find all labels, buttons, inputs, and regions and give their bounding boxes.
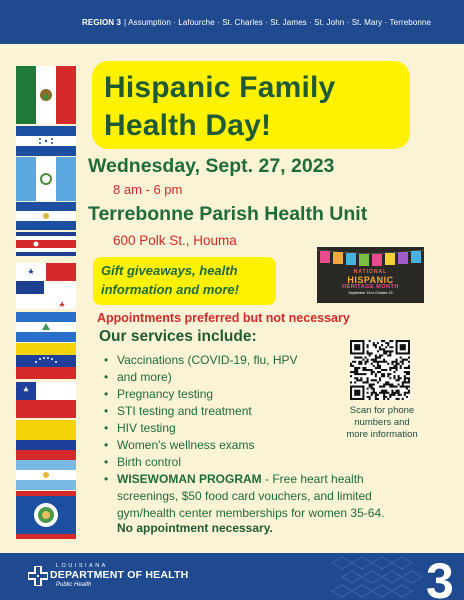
qr-caption-line3: more information (346, 429, 418, 440)
event-address: 600 Polk St., Houma (113, 233, 237, 248)
list-item: • Birth control (104, 454, 434, 471)
list-item-wisewoman (104, 471, 434, 522)
papel-picado-banner-icon (317, 247, 424, 267)
flag-guatemala-image (16, 157, 76, 201)
gift-line2: information and more! (101, 282, 239, 297)
services-heading: Our services include: (99, 328, 257, 345)
header-bar (0, 0, 464, 44)
heritage-line3: HERITAGE MONTH (342, 284, 399, 290)
heritage-month-image (317, 247, 424, 303)
flag-mexico-image (16, 66, 76, 124)
heritage-line2: HISPANIC (347, 275, 394, 285)
qr-caption (332, 405, 432, 441)
logo-public-health: Public Health (56, 582, 92, 588)
footer-bar (0, 553, 464, 600)
flag-dominican-republic-image (16, 281, 76, 309)
region-label: REGION 3 (82, 17, 122, 27)
heritage-line1: NATIONAL (353, 269, 388, 275)
list-item: • Pregnancy testing (104, 386, 434, 403)
list-item-continuation-text: and more) (117, 370, 172, 384)
title-highlight (92, 61, 410, 149)
wisewoman-description: - Free heart health screenings, $50 food card vouchers, and limited gym/health center memberships for women 35-64. (117, 472, 385, 520)
gift-line1: Gift giveaways, health (101, 263, 238, 278)
qr-caption-line2: numbers and (354, 417, 410, 428)
appointments-note: Appointments preferred but not necessary (97, 311, 350, 325)
parish-list: | Assumption · Lafourche · St. Charles · St. James · St. John · St. Mary · Terrebonne (124, 17, 432, 27)
geometric-pattern-icon (322, 553, 426, 600)
event-date: Wednesday, Sept. 27, 2023 (88, 155, 335, 177)
logo-state: LOUISIANA (56, 563, 108, 569)
flag-nicaragua-image (16, 312, 76, 342)
heritage-line4: September 15 to October 15 (348, 291, 393, 295)
flag-honduras-image (16, 126, 76, 156)
logo-department: DEPARTMENT OF HEALTH (50, 569, 189, 581)
flag-argentina-image (16, 460, 76, 490)
list-item-continuation (104, 369, 314, 386)
list-item: • HIV testing (104, 420, 434, 437)
region-number: 3 (426, 553, 454, 600)
flag-costa-rica-image (16, 232, 76, 256)
event-title-line1: Hispanic Family (104, 71, 336, 104)
gift-highlight (93, 257, 276, 305)
wisewoman-label: WISEWOMAN PROGRAM (117, 472, 262, 486)
event-time: 8 am - 6 pm (113, 182, 183, 197)
flag-venezuela-image (16, 343, 76, 379)
ldh-logo-icon (28, 566, 48, 586)
flag-belize-image (16, 491, 76, 539)
flag-chile-image (16, 382, 76, 418)
qr-code-icon[interactable] (350, 340, 410, 400)
flag-colombia-image (16, 420, 76, 460)
event-location: Terrebonne Parish Health Unit (88, 203, 368, 225)
list-item: • STI testing and treatment (104, 403, 434, 420)
qr-code-pattern (350, 340, 410, 400)
list-item: • Women's wellness exams (104, 437, 434, 454)
no-appointment-note: No appointment necessary. (117, 521, 273, 535)
event-title-line2: Health Day! (104, 109, 272, 142)
qr-caption-line1: Scan for phone (349, 405, 415, 416)
list-item: • Vaccinations (COVID-19, flu, HPV (104, 352, 314, 369)
flag-el-salvador-image (16, 202, 76, 230)
